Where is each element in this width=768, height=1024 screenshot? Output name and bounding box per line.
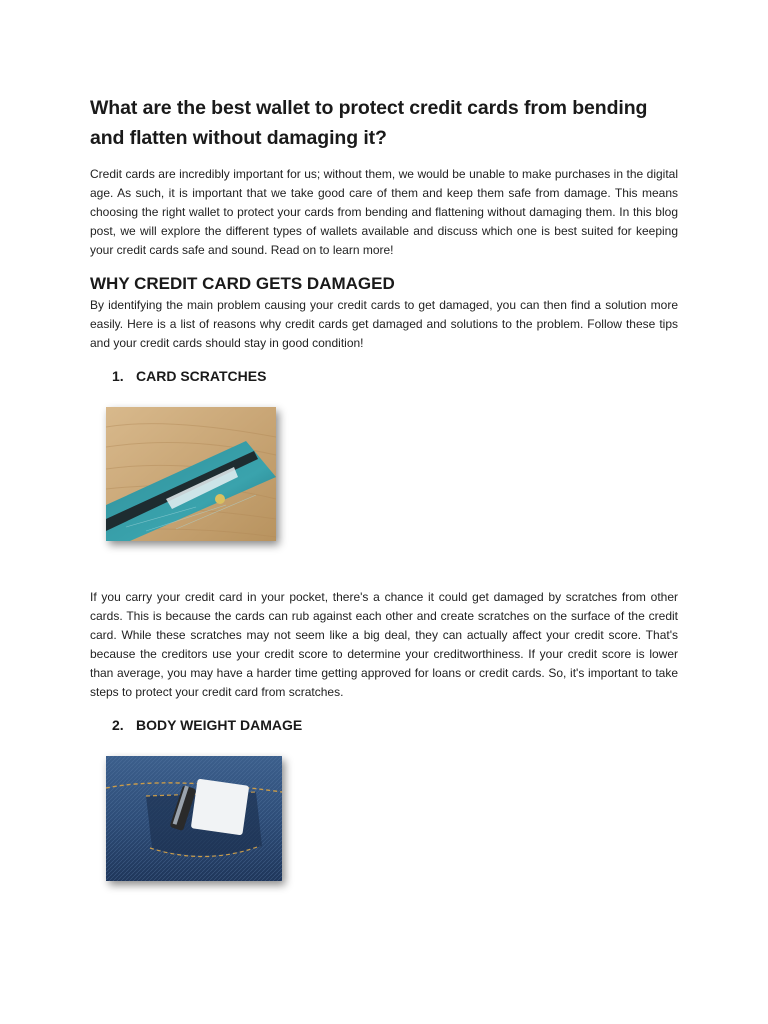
list-number: 2. — [112, 717, 124, 733]
list-heading-label: BODY WEIGHT DAMAGE — [136, 717, 303, 733]
section-intro-paragraph: By identifying the main problem causing your credit cards to get damaged, you can then find a solution more easily. Here is a list of reasons why credit cards get damaged and solutions to the problem. Follow these tips and your credit cards should stay in good condition! — [90, 298, 678, 350]
list-heading-body-weight-damage — [90, 715, 678, 735]
page-title: What are the best wallet to protect credit cards from bending and flatten without damaging it? — [90, 97, 648, 149]
list-heading-card-scratches — [90, 366, 678, 386]
card-in-jeans-pocket-photo — [106, 756, 282, 881]
section-heading: WHY CREDIT CARD GETS DAMAGED — [90, 274, 395, 293]
list-number: 1. — [112, 368, 124, 384]
document-page — [90, 93, 678, 881]
credit-card-on-wood-photo — [106, 407, 276, 541]
card-scratches-paragraph: If you carry your credit card in your pocket, there's a chance it could get damaged by scratches from other cards. This is because the cards can rub against each other and create scratches on the surface of the credit card. While these scratches may not seem like a big deal, they can actually affect your credit score. That's because the creditors use your credit score to determine your creditworthiness. If your credit score is lower than average, you may have a harder time getting approved for loans or credit cards. So, it's important to take steps to protect your credit card from scratches. — [90, 590, 678, 699]
list-heading-label: CARD SCRATCHES — [136, 368, 267, 384]
intro-paragraph: Credit cards are incredibly important for us; without them, we would be unable to make purchases in the digital age. As such, it is important that we take good care of them and keep them safe from damage. This means choosing the right wallet to protect your cards from bending and flattening without damaging them. In this blog post, we will explore the different types of wallets available and discuss which one is best suited for keeping your credit cards safe and sound. Read on to learn more! — [90, 167, 678, 257]
